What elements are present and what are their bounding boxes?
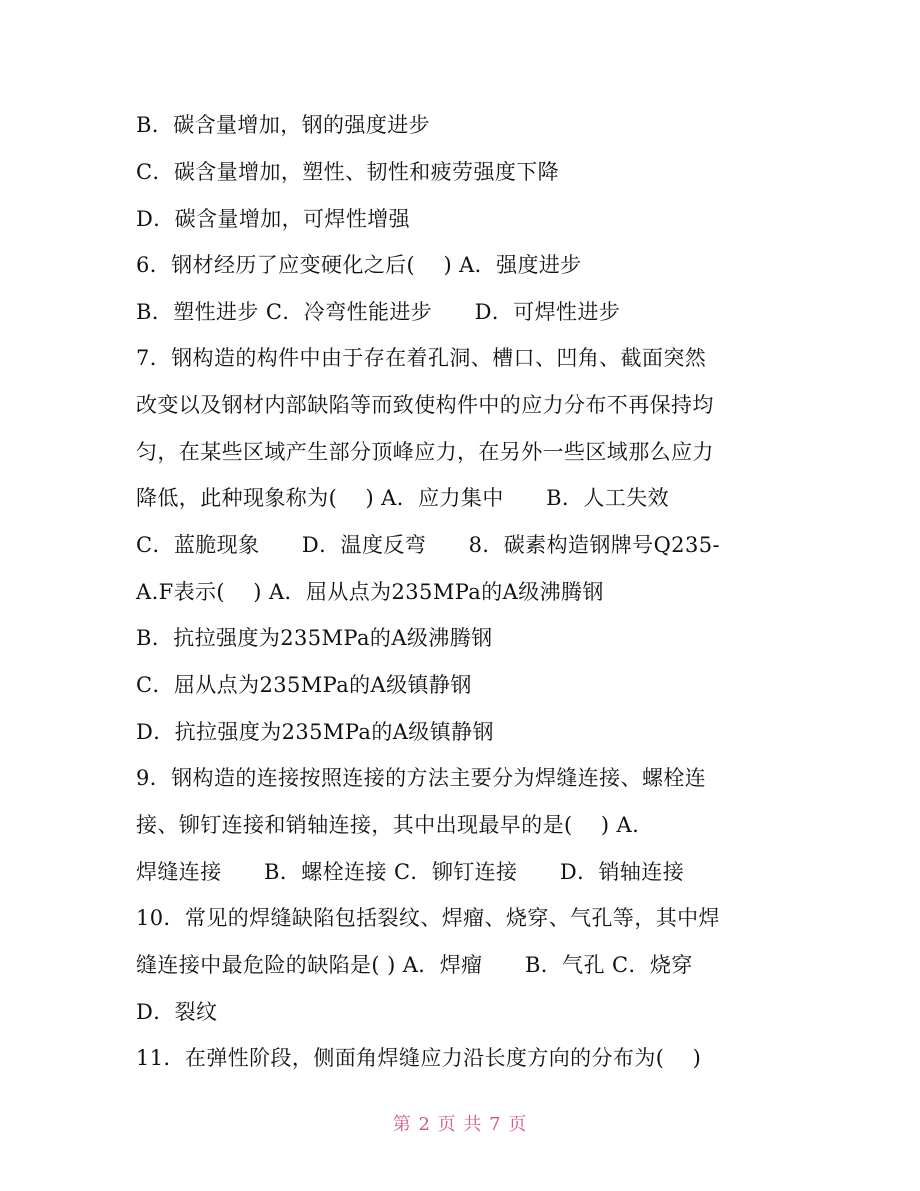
text-line: 焊缝连接 B．螺栓连接 C．铆钉连接 D．销轴连接 — [136, 860, 685, 884]
text-line: 6．钢材经历了应变硬化之后( ) A．强度进步 — [136, 253, 582, 277]
text-line: 接、铆钉连接和销轴连接，其中出现最早的是( ) A. — [136, 813, 640, 837]
text-line: C．蓝脆现象 D．温度反弯 8．碳素构造钢牌号Q235- — [136, 533, 720, 557]
text-line: B．塑性进步 C．冷弯性能进步 D．可焊性进步 — [136, 300, 621, 324]
text-line: D．裂纹 — [136, 1000, 218, 1024]
text-line: D．抗拉强度为235MPa的A级镇静钢 — [136, 720, 494, 744]
text-line: D．碳含量增加，可焊性增强 — [136, 207, 411, 231]
page-number-footer: 第 2 页 共 7 页 — [392, 1114, 528, 1135]
text-line: 改变以及钢材内部缺陷等而致使构件中的应力分布不再保持均 — [136, 393, 714, 417]
text-line: 11．在弹性阶段，侧面角焊缝应力沿长度方向的分布为( ) — [136, 1046, 702, 1070]
text-line: 降低，此种现象称为( ) A．应力集中 B．人工失效 — [136, 486, 670, 510]
text-line: 匀，在某些区域产生部分顶峰应力，在另外一些区域那么应力 — [136, 440, 714, 464]
text-line: B．碳含量增加，钢的强度进步 — [136, 113, 431, 137]
text-line: A.F表示( ) A．屈从点为235MPa的A级沸腾钢 — [136, 580, 604, 604]
text-line: C．碳含量增加，塑性、韧性和疲劳强度下降 — [136, 160, 560, 184]
text-line: 7．钢构造的构件中由于存在着孔洞、槽口、凹角、截面突然 — [136, 346, 707, 370]
text-line: B．抗拉强度为235MPa的A级沸腾钢 — [136, 626, 493, 650]
text-line: 10．常见的焊缝缺陷包括裂纹、焊瘤、烧穿、气孔等，其中焊 — [136, 906, 720, 930]
text-line: 9．钢构造的连接按照连接的方法主要分为焊缝连接、螺栓连 — [136, 766, 707, 790]
text-line: 缝连接中最危险的缺陷是( ) A．焊瘤 B．气孔 C．烧穿 — [136, 953, 693, 977]
text-line: C．屈从点为235MPa的A级镇静钢 — [136, 673, 472, 697]
